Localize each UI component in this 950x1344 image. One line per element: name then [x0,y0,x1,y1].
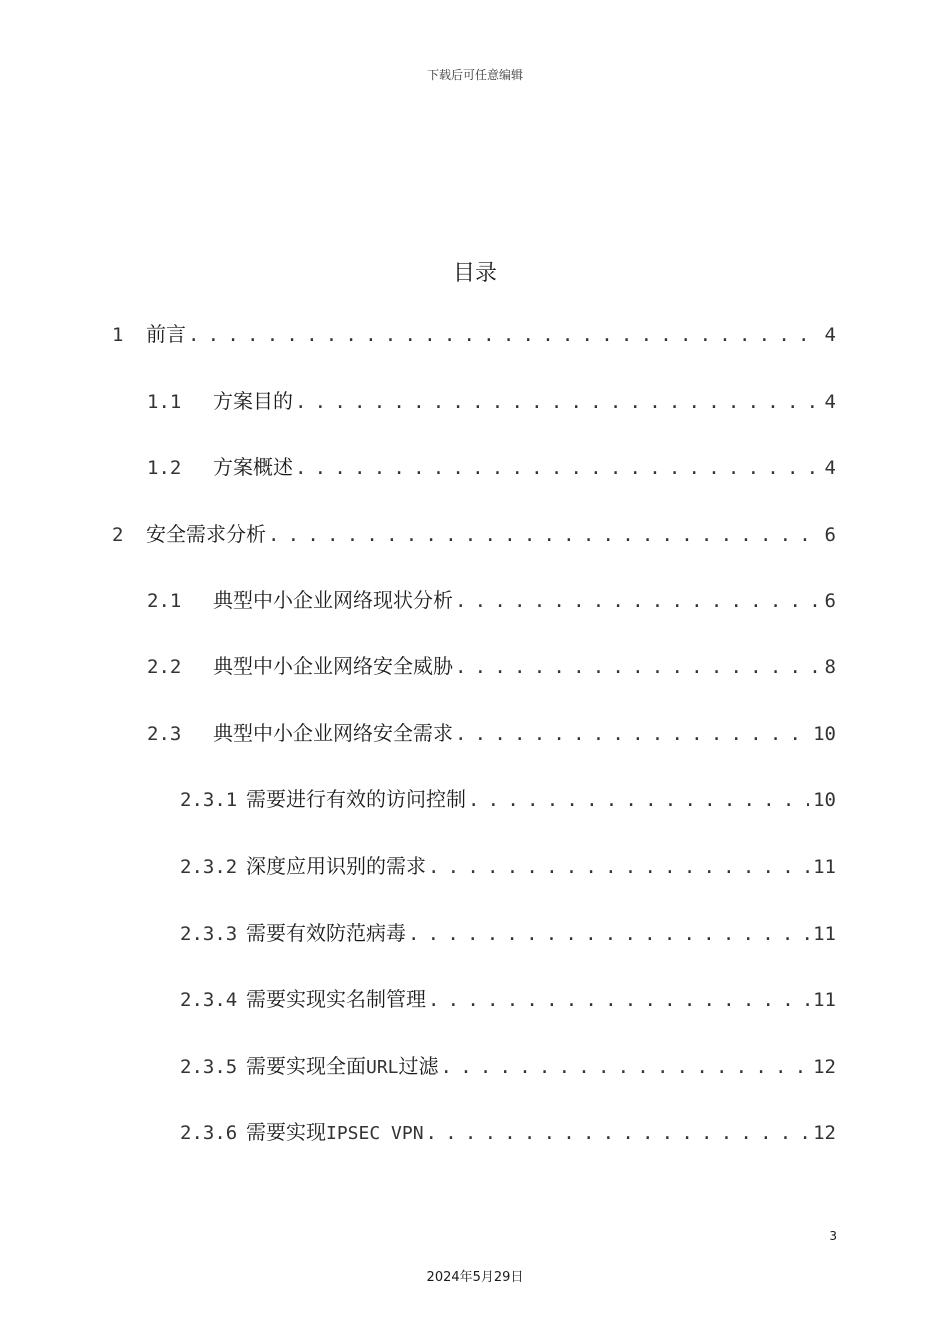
toc-heading: 安全需求分析 [146,522,266,546]
dot-leader [408,923,809,945]
toc-page-number: 4 [824,324,836,346]
dot-leader [295,457,821,479]
toc-entry-2-3[interactable] [147,717,836,757]
toc-number: 2.3.5 [180,1056,238,1078]
toc-heading: 典型中小企业网络安全威胁 [213,654,453,678]
toc-number: 2 [112,524,124,546]
toc-heading [246,1116,424,1145]
header-note: 下载后可任意编辑 [426,68,523,82]
toc-entry-2-3-1[interactable] [180,783,836,823]
toc-heading: 需要进行有效的访问控制 [246,787,466,811]
toc-title: 目录 [452,261,497,286]
toc-number: 2.3.6 [180,1122,238,1144]
toc-heading: 方案概述 [213,455,293,479]
toc-number: 1.2 [147,457,182,479]
toc-page-number: 10 [813,723,836,745]
toc-number: 2.1 [147,590,182,612]
toc-heading: 深度应用识别的需求 [246,854,426,878]
toc-page-number: 6 [824,590,836,612]
toc-heading: 需要实现实名制管理 [246,987,426,1011]
dot-leader [428,989,809,1011]
toc-entry-2[interactable] [112,518,836,558]
toc-page-number: 4 [824,457,836,479]
toc-entry-1-2[interactable] [147,451,836,491]
dot-leader [455,656,821,678]
toc-entry-1[interactable] [112,318,836,358]
dot-leader [188,324,821,346]
toc-heading-prefix: 需要实现全面 [246,1054,366,1078]
toc-heading [246,1050,439,1079]
toc-heading: 前言 [146,322,186,346]
toc-entry-2-3-5[interactable] [180,1050,836,1090]
toc-number: 2.3.2 [180,856,238,878]
toc-entry-2-1[interactable] [147,584,836,624]
toc-number: 1 [112,324,124,346]
toc-entry-2-3-2[interactable] [180,850,836,890]
toc-page-number: 11 [813,856,836,878]
dot-leader [426,1122,810,1144]
toc-number: 1.1 [147,391,182,413]
dot-leader [441,1056,810,1078]
toc-heading: 方案目的 [213,389,293,413]
toc-page-number: 4 [824,391,836,413]
dot-leader [455,723,809,745]
toc-entry-2-2[interactable] [147,650,836,690]
dot-leader [428,856,809,878]
dot-leader [455,590,821,612]
dot-leader [295,391,821,413]
toc-heading-prefix: 需要实现 [246,1120,326,1144]
toc-number: 2.3.4 [180,989,238,1011]
toc-heading: 需要有效防范病毒 [246,921,406,945]
page-number: 3 [829,1229,837,1243]
toc-entry-2-3-6[interactable] [180,1116,836,1156]
footer-date: 2024年5月29日 [426,1270,524,1285]
toc-heading: 典型中小企业网络现状分析 [213,588,453,612]
toc-number: 2.2 [147,656,182,678]
toc-page-number: 8 [824,656,836,678]
toc-page-number: 12 [813,1122,836,1144]
toc-number: 2.3.1 [180,789,238,811]
toc-entry-2-3-4[interactable] [180,983,836,1023]
toc-page-number: 11 [813,923,836,945]
toc-heading-term: IPSEC VPN [326,1123,424,1144]
toc-heading-suffix: 过滤 [398,1054,439,1078]
toc-number: 2.3 [147,723,182,745]
toc-heading: 典型中小企业网络安全需求 [213,721,453,745]
toc-entry-1-1[interactable] [147,385,836,425]
toc-page-number: 11 [813,989,836,1011]
toc-number: 2.3.3 [180,923,238,945]
toc-entry-2-3-3[interactable] [180,917,836,957]
toc-heading-term: URL [366,1057,399,1078]
toc-page-number: 10 [813,789,836,811]
toc-page-number: 12 [813,1056,836,1078]
toc-page-number: 6 [824,524,836,546]
dot-leader [468,789,809,811]
dot-leader [268,524,821,546]
